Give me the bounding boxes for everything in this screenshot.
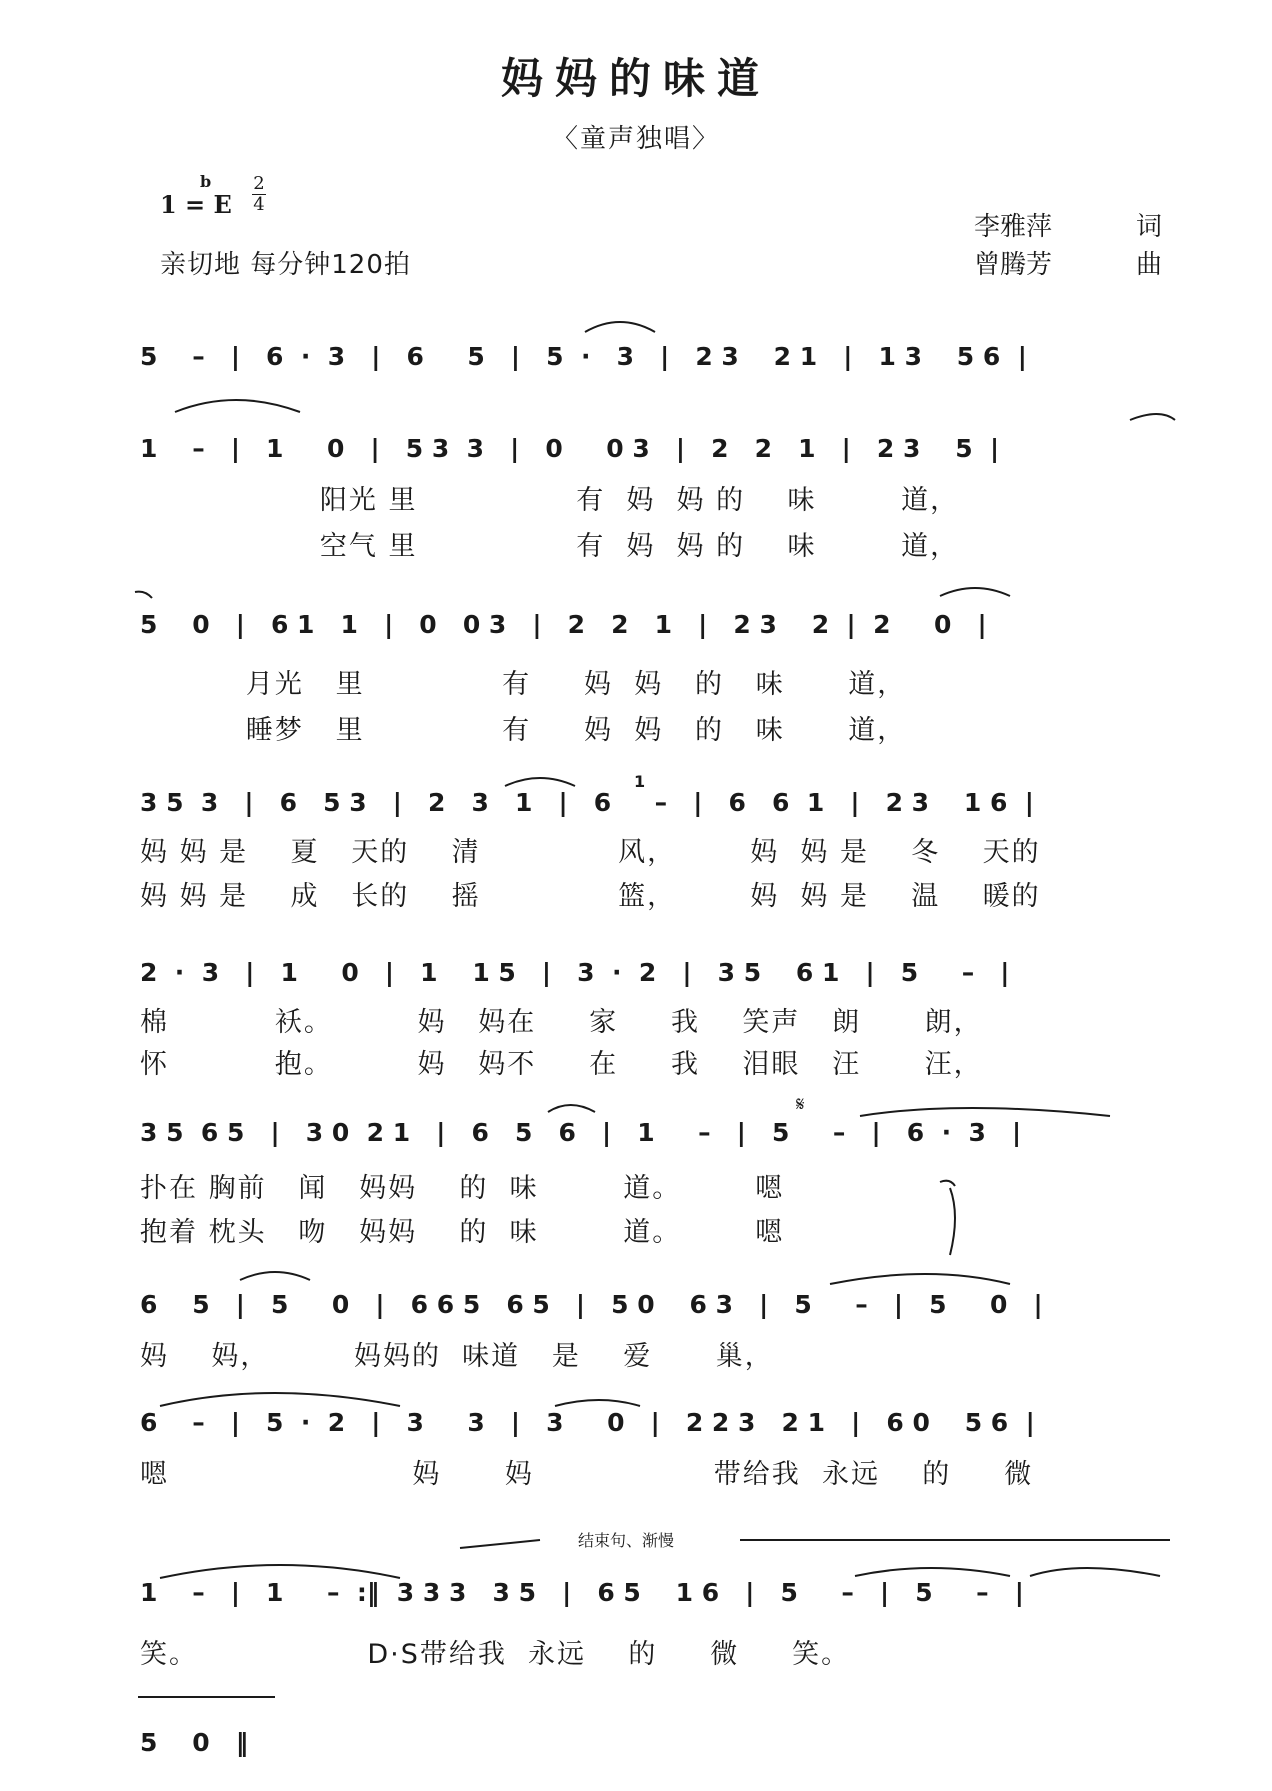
lyric-line-2: 睡梦 里 有 妈 妈 的 味 道， <box>140 715 907 746</box>
slur <box>160 1393 400 1406</box>
lyric-line-1: 月光 里 有 妈 妈 的 味 道， <box>140 669 907 700</box>
notation-line: 1 – | 1 0 | 5 3 3 | 0 0 3 | 2 2 1 | 2 3 5 | <box>140 433 1000 463</box>
notation-line: 2 · 3 | 1 0 | 1 1 5 | 3 · 2 | 3 5 6 1 | 5 – | <box>140 957 1010 987</box>
volta-number: 1 <box>634 772 646 791</box>
segno-symbol: 𝄋 <box>796 1092 805 1116</box>
slur <box>548 1105 595 1112</box>
notation-line: 6 5 | 5 0 | 6 6 5 6 5 | 5 0 6 3 | 5 – | 5 0 | <box>140 1289 1043 1319</box>
notation-line: 5 0 | 6 1 1 | 0 0 3 | 2 2 1 | 2 3 2 | 2 0 | <box>140 609 987 639</box>
lyric-line-1: 扑在 胸前 闻 妈妈 的 味 道。 嗯 <box>140 1173 785 1204</box>
slur <box>830 1274 1010 1284</box>
slur <box>860 1108 1110 1116</box>
slur <box>240 1272 310 1280</box>
lyric-line-1: 妈 妈， 妈妈的 味道 是 爱 巢， <box>140 1341 774 1372</box>
lyric-line-2: 妈 妈 是 成 长的 摇 篮， 妈 妈 是 温 暖的 <box>140 881 1041 912</box>
lyric-line-1: 阳光 里 有 妈 妈 的 味 道， <box>140 485 960 516</box>
meter-bottom: 4 <box>253 194 265 215</box>
slur <box>135 592 152 598</box>
meter-top: 2 <box>253 173 265 194</box>
flat-symbol: b <box>200 172 212 191</box>
credit-role: 曲 <box>1135 250 1162 280</box>
notation-line: 5 – | 6 · 3 | 6 5 | 5 · 3 | 2 3 2 1 | 1 3 5 6 | <box>140 341 1027 371</box>
rit-line <box>460 1540 540 1548</box>
slur <box>585 322 655 332</box>
notation-line: 3 5 3 | 6 5 3 | 2 3 1 | 6 – | 6 6 1 | 2 3 1 6 | <box>140 787 1034 817</box>
notation-line: 6 – | 5 · 2 | 3 3 | 3 0 | 2 2 3 2 1 | 6 0 5 6 | <box>140 1407 1035 1437</box>
slur <box>175 400 300 412</box>
credit-name: 曾腾芳 <box>973 250 1052 280</box>
tempo-marking: 亲切地 每分钟120拍 <box>160 250 411 280</box>
slur <box>160 1565 400 1578</box>
lyric-line-2: 抱着 枕头 吻 妈妈 的 味 道。 嗯 <box>140 1217 785 1248</box>
notation-line: 5 0 ‖ <box>140 1727 249 1757</box>
slur <box>1130 414 1175 420</box>
lyric-line-1: 嗯 妈 妈 带给我 永远 的 微 <box>140 1459 1034 1490</box>
brace <box>940 1181 955 1186</box>
credit-role: 词 <box>1135 212 1162 242</box>
lyric-line-2: 怀 抱。 妈 妈不 在 我 泪眼 汪 汪， <box>140 1049 983 1080</box>
slur <box>1030 1568 1160 1576</box>
credit-name: 李雅萍 <box>973 212 1052 242</box>
lyric-line-1: 棉 袄。 妈 妈在 家 我 笑声 朗 朗， <box>140 1007 983 1038</box>
notation-line: 1 – | 1 – :‖ 3 3 3 3 5 | 6 5 1 6 | 5 – | 5 – | <box>140 1577 1024 1607</box>
rit-marking: 结束句、渐慢 <box>578 1531 675 1550</box>
brace <box>950 1188 955 1255</box>
lyric-line-1: 妈 妈 是 夏 天的 清 风， 妈 妈 是 冬 天的 <box>140 837 1041 868</box>
slur <box>940 588 1010 596</box>
slur <box>555 1400 640 1406</box>
key-signature: 1 = E <box>160 190 232 219</box>
notation-line: 3 5 6 5 | 3 0 2 1 | 6 5 6 | 1 – | 5 – | 6 · 3 | <box>140 1117 1022 1147</box>
page-title: 妈妈的味道 <box>500 54 771 103</box>
subtitle: 〈童声独唱〉 <box>551 124 720 154</box>
slur <box>505 778 575 786</box>
lyric-line-2: 空气 里 有 妈 妈 的 味 道， <box>140 531 960 562</box>
lyric-line-1: 笑。 D·S带给我 永远 的 微 笑。 <box>140 1639 851 1670</box>
slur <box>855 1568 1010 1576</box>
